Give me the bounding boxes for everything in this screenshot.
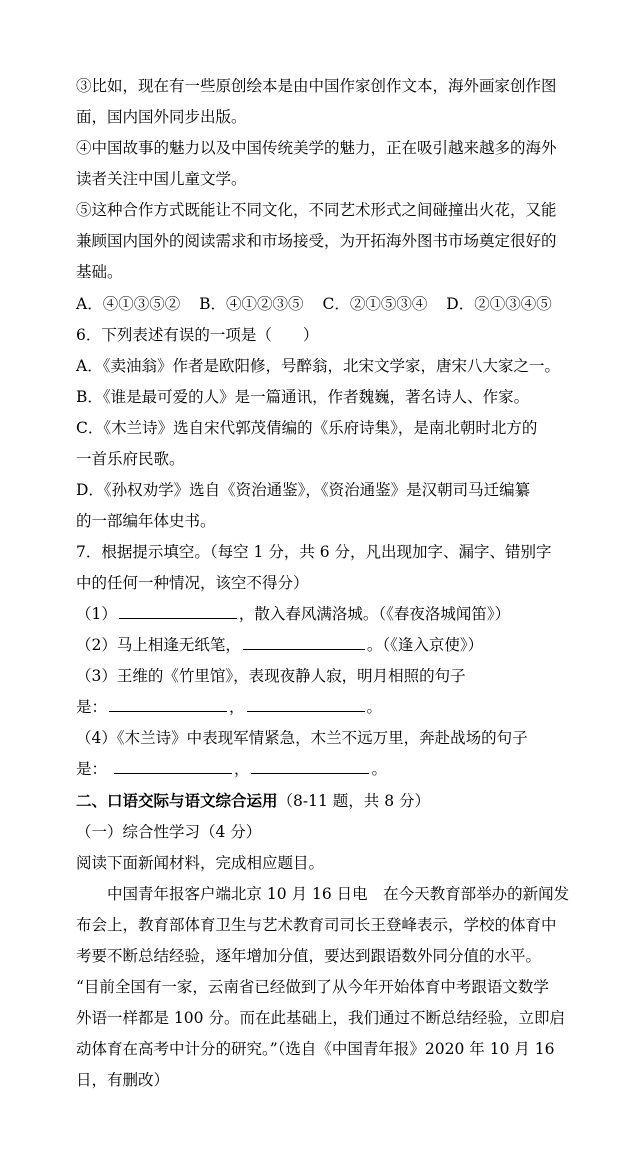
q5-option-c: C．②①⑤③④ — [322, 295, 428, 313]
text-line: 兼顾国内国外的阅读需求和市场接受，为开拓海外图书市场奠定很好的 — [76, 232, 557, 250]
q6-option-a: A．《卖油翁》作者是欧阳修，号醉翁，北宋文学家，唐宋八大家之一。 — [76, 357, 560, 375]
q7-item-2 — [76, 634, 576, 656]
news-line: 外语一样都是 100 分。而在此基础上，我们通过不断总结经验，立即启 — [76, 1009, 565, 1027]
period: 。 — [366, 698, 383, 716]
section-title: 二、口语交际与语文综合运用 — [76, 791, 278, 810]
text-line: ⑤这种合作方式既能让不同文化，不同艺术形式之间碰撞出火花，又能 — [76, 201, 557, 219]
q6-option-c: C．《木兰诗》选自宋代郭茂倩编的《乐府诗集》，是南北朝时北方的 — [76, 419, 538, 437]
text-line: ③比如，现在有一些原创绘本是由中国作家创作文本，海外画家创作图 — [76, 77, 557, 95]
q6-option-d: D．《孙权劝学》选自《资治通鉴》，《资治通鉴》是汉朝司马迁编纂 — [76, 481, 531, 499]
text-line: 基础。 — [76, 263, 123, 281]
q5-options — [76, 293, 576, 315]
q5-option-a: A．④①③⑤② — [76, 295, 181, 313]
q6-stem: 6．下列表述有误的一项是（ ） — [76, 326, 319, 344]
q7-item-2-prefix: （2）马上相逢无纸笔， — [76, 636, 241, 654]
answer-blank[interactable] — [243, 634, 365, 650]
news-line: 日，有删改） — [76, 1071, 170, 1089]
period: 。 — [371, 760, 387, 778]
section-heading — [76, 790, 576, 812]
q6-option-b: B．《谁是最可爱的人》是一篇通讯，作者魏巍，著名诗人、作家。 — [76, 388, 530, 406]
q7-item-2-suffix: 。（《逢入京使》） — [366, 636, 484, 654]
news-line: 中国青年报客户端北京 10 月 16 日电 在今天教育部举办的新闻发 — [76, 885, 570, 903]
comma: ， — [229, 698, 245, 716]
section-note: （8-11 题，共 8 分） — [277, 792, 430, 810]
news-line: 布会上，教育部体育卫生与艺术教育司司长王登峰表示，学校的体育中 — [76, 916, 557, 934]
news-line: 考要不断总结经验，逐年增加分值，要达到跟语数外同分值的水平。 — [76, 947, 542, 965]
news-line: 动体育在高考中计分的研究。”（选自《中国青年报》2020 年 10 月 16 — [76, 1040, 555, 1058]
instruction: 阅读下面新闻材料，完成相应题目。 — [76, 854, 325, 872]
q5-option-d: D．②①③④⑤ — [446, 295, 552, 313]
news-line: “目前全国有一家，云南省已经做到了从今年开始体育中考跟语文数学 — [76, 978, 549, 996]
q7-item-1-suffix: ，散入春风满洛城。（《春夜洛城闻笛》） — [238, 605, 511, 623]
part-heading: （一）综合性学习（4 分） — [76, 823, 262, 841]
answer-blank[interactable] — [109, 696, 227, 712]
text-line: 读者关注中国儿童文学。 — [76, 170, 247, 188]
answer-blank[interactable] — [114, 758, 232, 774]
q7-item-3-blanks — [76, 696, 576, 718]
q6-option-d-cont: 的一部编年体史书。 — [76, 512, 216, 530]
q7-item-1 — [76, 603, 576, 625]
q7-item-4-prefix: 是： — [76, 760, 108, 778]
comma: ， — [233, 760, 250, 778]
answer-blank[interactable] — [251, 758, 369, 774]
q7-item-4-blanks — [76, 758, 576, 780]
text-line: 面，国内国外同步出版。 — [76, 108, 247, 126]
text-line: ④中国故事的魅力以及中国传统美学的魅力，正在吸引越来越多的海外 — [76, 139, 557, 157]
answer-blank[interactable] — [247, 696, 365, 712]
q5-option-b: B．④①②③⑤ — [199, 295, 304, 313]
q7-item-3-prefix: 是： — [76, 698, 108, 716]
q7-stem: 7．根据提示填空。（每空 1 分，共 6 分，凡出现加字、漏字、错别字 — [76, 543, 552, 561]
q7-item-3: （3）王维的《竹里馆》，表现夜静人寂，明月相照的句子 — [76, 667, 466, 685]
answer-blank[interactable] — [119, 603, 237, 619]
q6-option-c-cont: 一首乐府民歌。 — [76, 450, 185, 468]
q7-item-4: （4）《木兰诗》中表现军情紧急，木兰不远万里，奔赴战场的句子 — [76, 729, 528, 747]
q7-stem-cont: 中的任何一种情况，该空不得分） — [76, 574, 309, 592]
q7-item-1-prefix: （1） — [76, 605, 117, 623]
